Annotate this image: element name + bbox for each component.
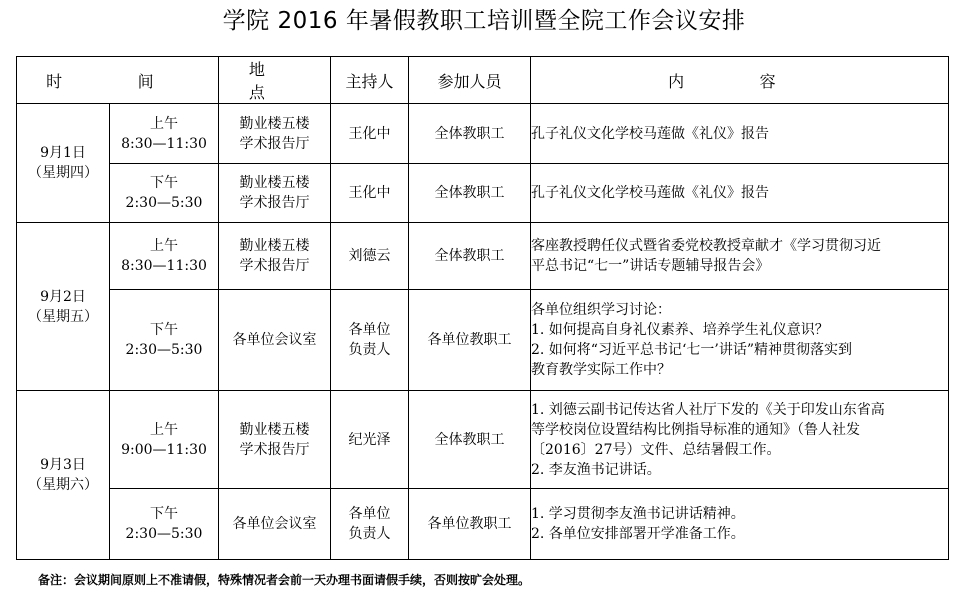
attendees-cell: 全体教职工 (409, 164, 531, 223)
time-cell: 上午 8:30—11:30 (110, 223, 219, 290)
header-place: 地 点 (219, 57, 331, 104)
page-title: 学院 2016 年暑假教职工培训暨全院工作会议安排 (222, 8, 746, 34)
content-cell: 各单位组织学习讨论： 1. 如何提高自身礼仪素养、培养学生礼仪意识？ 2. 如何将“习近平总书记‘七一’讲话”精神贯彻落实到 教育教学实际工作中？ (531, 290, 949, 391)
schedule-table (16, 56, 949, 560)
header-attendees: 参加人员 (409, 57, 531, 104)
time-cell: 下午 2:30—5:30 (110, 290, 219, 391)
weekday-label: （星期五） (28, 308, 98, 325)
place-cell: 勤业楼五楼 学术报告厅 (219, 104, 331, 164)
content-cell: 客座教授聘任仪式暨省委党校教授章献才《学习贯彻习近 平总书记“七一”讲话专题辅导报告会》 (531, 223, 949, 290)
date-cell (17, 391, 110, 560)
host-cell: 王化中 (331, 104, 409, 164)
weekday-label: （星期六） (28, 477, 98, 493)
header-time: 时 间 (17, 57, 219, 104)
table-row (17, 391, 949, 489)
table-row (17, 290, 949, 391)
footnote: 备注：会议期间原则上不准请假，特殊情况者会前一天办理书面请假手续，否则按旷会处理。 (38, 573, 531, 587)
host-cell: 各单位 负责人 (331, 290, 409, 391)
time-cell: 下午 2:30—5:30 (110, 164, 219, 223)
table-header-row (17, 57, 949, 104)
host-cell: 纪光泽 (331, 391, 409, 489)
date-cell (17, 104, 110, 223)
place-cell: 勤业楼五楼 学术报告厅 (219, 391, 331, 489)
header-content: 内 容 (531, 57, 949, 104)
time-cell: 上午 8:30—11:30 (110, 104, 219, 164)
content-cell: 孔子礼仪文化学校马莲做《礼仪》报告 (531, 104, 949, 164)
weekday-label: （星期四） (28, 165, 98, 181)
header-host: 主持人 (331, 57, 409, 104)
time-cell: 上午 9:00—11:30 (110, 391, 219, 489)
table-row (17, 223, 949, 290)
table-row (17, 489, 949, 560)
date-label: 9月3日 (40, 457, 86, 473)
attendees-cell: 全体教职工 (409, 104, 531, 164)
host-cell: 刘德云 (331, 223, 409, 290)
place-cell: 各单位会议室 (219, 290, 331, 391)
date-cell (17, 223, 110, 391)
attendees-cell: 各单位教职工 (409, 489, 531, 560)
date-label: 9月1日 (40, 145, 86, 161)
date-label: 9月2日 (40, 288, 86, 305)
table-row (17, 104, 949, 164)
attendees-cell: 各单位教职工 (409, 290, 531, 391)
host-cell: 王化中 (331, 164, 409, 223)
host-cell: 各单位 负责人 (331, 489, 409, 560)
content-cell: 1. 学习贯彻李友渔书记讲话精神。 2. 各单位安排部署开学准备工作。 (531, 489, 949, 560)
place-cell: 勤业楼五楼 学术报告厅 (219, 164, 331, 223)
time-cell: 下午 2:30—5:30 (110, 489, 219, 560)
place-cell: 勤业楼五楼 学术报告厅 (219, 223, 331, 290)
content-cell: 孔子礼仪文化学校马莲做《礼仪》报告 (531, 164, 949, 223)
table-row (17, 164, 949, 223)
place-cell: 各单位会议室 (219, 489, 331, 560)
attendees-cell: 全体教职工 (409, 223, 531, 290)
attendees-cell: 全体教职工 (409, 391, 531, 489)
content-cell: 1. 刘德云副书记传达省人社厅下发的《关于印发山东省高 等学校岗位设置结构比例指导标准的通知》（鲁人社发 〔2016〕27号）文件、总结暑假工作。 2. 李友渔书记讲话。 (531, 391, 949, 489)
